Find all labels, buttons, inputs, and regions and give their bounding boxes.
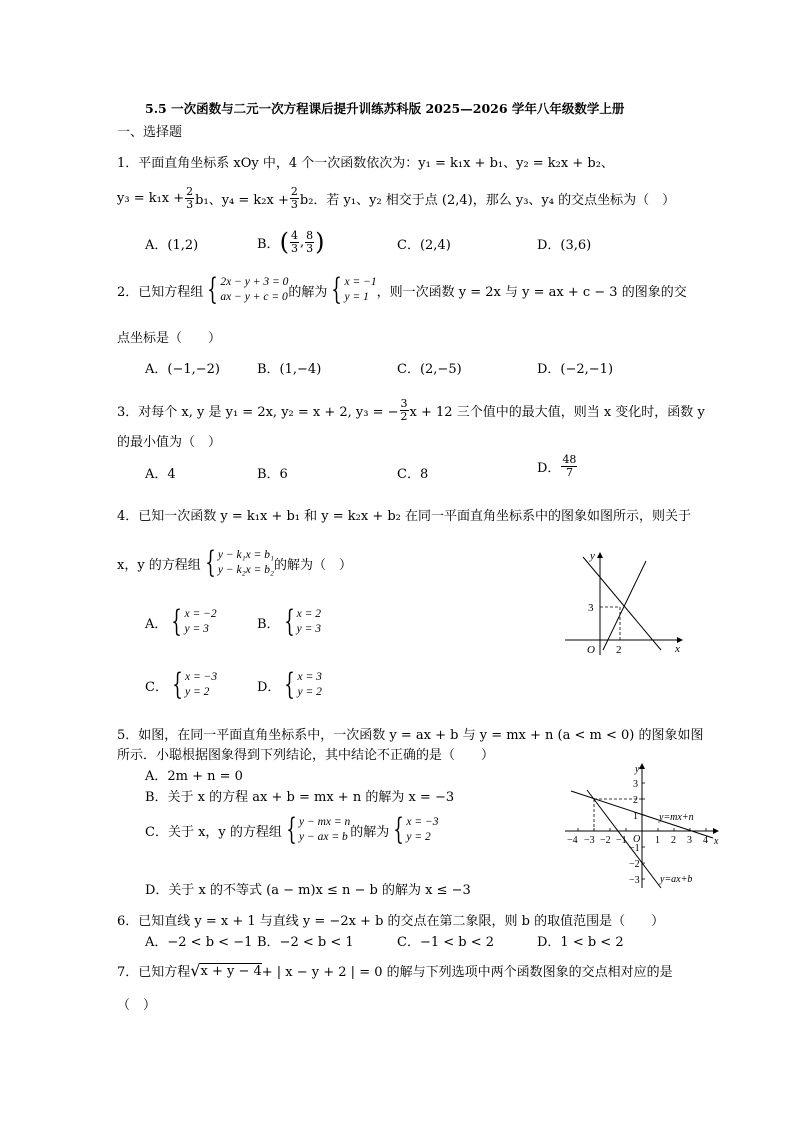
q1-option-a[interactable]: A．(1,2) — [145, 238, 199, 253]
q5-xtick: −3 — [584, 835, 595, 846]
q4-x-label: x — [675, 643, 680, 655]
q5-xtick: 2 — [671, 835, 676, 846]
q7-sqrt-content: x + y − 4 — [200, 963, 262, 979]
sqrt-symbol: √ — [190, 961, 201, 980]
q5-line2: 所示．小聪根据图象得到下列结论，其中结论不正确的是（ ） — [117, 748, 495, 763]
q5-ytick: 2 — [633, 795, 638, 806]
q2-pre: 2．已知方程组 — [117, 284, 204, 300]
q6-option-c[interactable]: C．−1 < b < 2 — [397, 935, 495, 950]
q4-option-d[interactable]: D． { x = 3 y = 2 — [257, 667, 322, 702]
q3-option-c[interactable]: C．8 — [397, 467, 429, 482]
q4-line2 — [117, 545, 353, 580]
q5-ytick: −3 — [629, 875, 640, 886]
q5-line1-label: y=mx+n — [659, 812, 694, 823]
q4-y-label: y — [590, 550, 595, 562]
q4-post: 的解为（ ） — [274, 557, 353, 573]
q5-x-label: x — [714, 836, 719, 847]
q1-line2-b: b₁、y₄ = k₂x + — [195, 193, 289, 208]
q4-option-b[interactable]: B． { x = 2 y = 3 — [257, 604, 322, 639]
q5-xtick: 1 — [655, 835, 660, 846]
section-heading: 一、选择题 — [117, 125, 183, 140]
q6-option-b[interactable]: B．−2 < b < 1 — [257, 935, 354, 950]
q5-option-a[interactable]: A．2m + n = 0 — [145, 769, 243, 784]
q1-option-d[interactable]: D．(3,6) — [537, 238, 592, 253]
q4-tick-y: 3 — [588, 602, 594, 614]
q4-line-2 — [603, 561, 646, 650]
q4-line-1 — [583, 557, 661, 650]
q4-tick-x: 2 — [616, 644, 622, 656]
q3-line1 — [117, 398, 705, 423]
q2-option-d[interactable]: D．(−2,−1) — [537, 362, 614, 377]
q5-xtick: −4 — [567, 835, 578, 846]
q5-option-c[interactable]: C．关于 x，y 的方程组 { y − mx = n y − ax = b 的解为 { x = −3 y = 2 — [145, 812, 439, 847]
q5-xtick: 3 — [687, 835, 692, 846]
q6-option-a[interactable]: A．−2 < b < −1 — [145, 935, 253, 950]
q4-option-c[interactable]: C． { x = −3 y = 2 — [145, 667, 218, 702]
q5-option-d[interactable]: D．关于 x 的不等式 (a − m)x ≤ n − b 的解为 x ≤ −3 — [145, 883, 471, 898]
q4-line1: 4．已知一次函数 y = k₁x + b₁ 和 y = k₂x + b₂ 在同一平面直角坐标系中的图象如图所示，则关于 — [117, 509, 692, 524]
q7-line2: （ ） — [117, 998, 157, 1013]
q3-line2: 的最小值为（ ） — [117, 435, 222, 450]
q1-line2 — [117, 186, 675, 211]
q5-option-b[interactable]: B．关于 x 的方程 ax + b = mx + n 的解为 x = −3 — [145, 790, 455, 805]
q3-option-b[interactable]: B．6 — [257, 467, 288, 482]
q2-solution: { x = −1 y = 1 — [331, 272, 377, 307]
q5-y-label: y — [635, 764, 640, 775]
q5-labels — [567, 764, 719, 886]
q2-option-a[interactable]: A．(−1,−2) — [145, 362, 220, 377]
q5-line2-label: y=ax+b — [660, 874, 693, 885]
q7-line1-a: 7．已知方程 — [117, 965, 191, 980]
q3-line1-a: 3．对每个 x, y 是 y₁ = 2x, y₂ = x + 2, y₃ = − — [117, 405, 399, 420]
q1-frac-2: $\frac{2}{3}$ — [290, 185, 298, 211]
q2-system: { 2x − y + 3 = 0 ax − y + c = 0 — [207, 272, 289, 307]
q5-xtick: −2 — [600, 835, 611, 846]
q5-xtick: 4 — [703, 835, 708, 846]
q5-graph — [563, 760, 723, 892]
q1-line1: 1．平面直角坐标系 xOy 中，4 个一次函数依次为：y₁ = k₁x + b₁、y₂ = k₂x + b₂、 — [117, 156, 614, 171]
q1-line2-a: y₃ = k₁x + — [117, 191, 185, 206]
q3-option-d[interactable]: D． $\frac{48}{7}$ — [537, 453, 577, 479]
q6-option-d[interactable]: D．1 < b < 2 — [537, 935, 624, 950]
q1-frac-1: $\frac{2}{3}$ — [186, 185, 194, 211]
q2-mid: 的解为 — [288, 284, 328, 300]
q2-option-b[interactable]: B．(1,−4) — [257, 362, 322, 377]
q1-option-c[interactable]: C．(2,4) — [397, 238, 451, 253]
q5-ytick: 1 — [633, 811, 638, 822]
q1-line2-c: b₂．若 y₁、y₂ 相交于点 (2,4)，那么 y₃、y₄ 的交点坐标为（ ） — [299, 193, 676, 208]
q2-line1 — [117, 272, 687, 307]
q5-xtick: −1 — [616, 835, 627, 846]
q5-origin-label: O — [633, 834, 641, 845]
q5-line1: 5．如图，在同一平面直角坐标系中，一次函数 y = ax + b 与 y = mx + n (a < m < 0) 的图象如图 — [117, 728, 704, 743]
q5-ytick: 3 — [633, 779, 638, 790]
q5-ytick: −1 — [629, 843, 640, 854]
q5-ytick: −2 — [629, 859, 640, 870]
q4-graph — [560, 545, 690, 660]
q1-option-b[interactable]: B． ( $\frac{4}{3}$ , $\frac{8}{3}$ ) — [257, 228, 325, 256]
q4-origin-label: O — [587, 644, 595, 656]
q2-option-c[interactable]: C．(2,−5) — [397, 362, 462, 377]
q3-line1-b: x + 12 三个值中的最大值，则当 x 变化时，函数 y — [409, 405, 705, 420]
q7-line1-b: + | x − y + 2 | = 0 的解与下列选项中两个函数图象的交点相对应的是 — [261, 965, 673, 980]
q3-frac: $\frac{3}{2}$ — [400, 397, 408, 423]
q7-line1 — [117, 961, 673, 980]
document-title: 5.5 一次函数与二元一次方程课后提升训练苏科版 2025—2026 学年八年级数学上册 — [145, 101, 625, 116]
q4-option-a[interactable]: A． { x = −2 y = 3 — [145, 604, 217, 639]
q2-line2: 点坐标是（ ） — [117, 331, 222, 346]
q3-option-a[interactable]: A．4 — [145, 467, 176, 482]
q2-post: ，则一次函数 y = 2x 与 y = ax + c − 3 的图象的交 — [376, 284, 687, 300]
q4-pre: x，y 的方程组 — [117, 557, 201, 573]
q6-line1: 6．已知直线 y = x + 1 与直线 y = −2x + b 的交点在第二象限，则 b 的取值范围是（ ） — [117, 914, 665, 929]
q4-system: { y − k₁x = b₁ y − k₂x = b₂ — [205, 545, 274, 580]
